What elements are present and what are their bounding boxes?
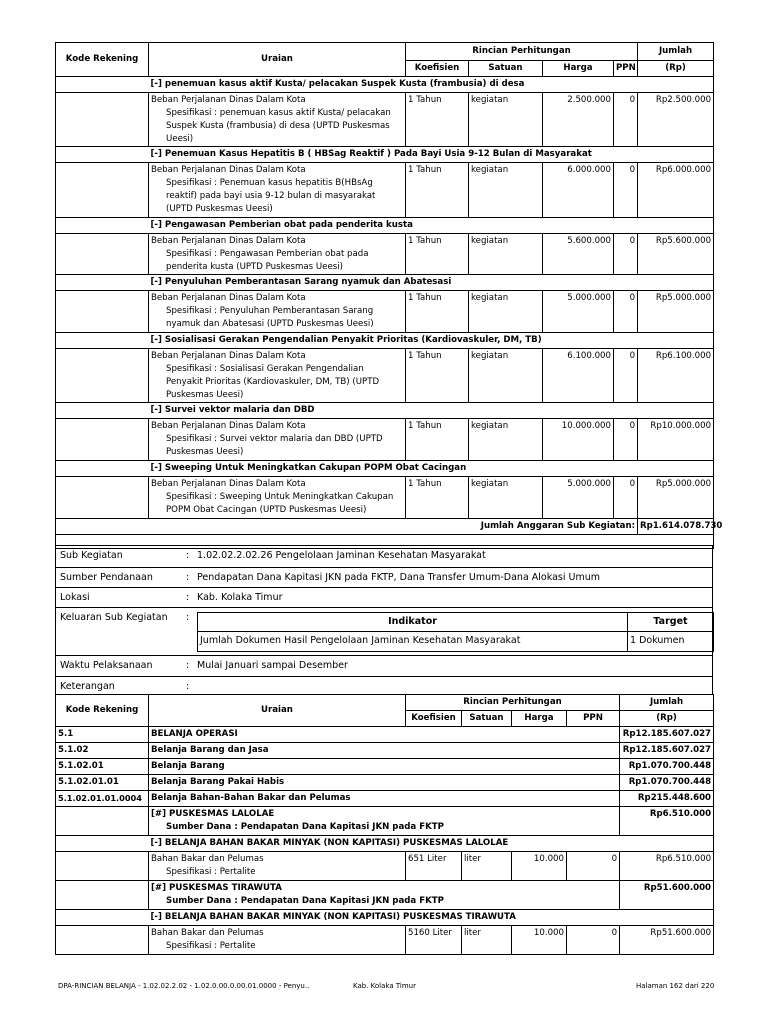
puskesmas-row (56, 880, 714, 909)
header-rincian: Rincian Perhitungan (406, 43, 638, 61)
group-title: [-] Sosialisasi Gerakan Pengendalian Penyakit Prioritas (Kardiovaskuler, DM, TB) (149, 333, 714, 349)
keterangan-row (55, 676, 713, 695)
item-koefisien: 1 Tahun (406, 233, 469, 275)
account-amount: Rp12.185.607.027 (620, 727, 714, 743)
item-jumlah: Rp51.600.000 (620, 925, 714, 954)
table-row (56, 92, 714, 147)
item-ppn: 0 (614, 163, 638, 218)
header-rp: (Rp) (620, 711, 714, 727)
item-name: Beban Perjalanan Dinas Dalam Kota (151, 293, 306, 304)
colon: : (186, 660, 190, 671)
item-name: Beban Perjalanan Dinas Dalam Kota (151, 165, 306, 176)
sumber-value: Pendapatan Dana Kapitasi JKN pada FKTP, Dana Transfer Umum-Dana Alokasi Umum (197, 572, 600, 583)
header-uraian: Uraian (149, 695, 406, 727)
account-amount: Rp1.070.700.448 (620, 775, 714, 791)
colon: : (186, 572, 190, 583)
item-jumlah: Rp6.000.000 (638, 163, 714, 218)
rincian-belanja-table-1 (55, 42, 723, 549)
group-row (56, 333, 714, 349)
header-ppn: PPN (567, 711, 620, 727)
item-jumlah: Rp5.600.000 (638, 233, 714, 275)
account-code: 5.1.02 (56, 743, 149, 759)
item-name: Bahan Bakar dan Pelumas (151, 853, 264, 864)
keluaran-label: Keluaran Sub Kegiatan (60, 612, 168, 623)
account-name: Belanja Barang (149, 759, 620, 775)
group-title: [-] Survei vektor malaria dan DBD (149, 403, 714, 419)
header-jumlah: Jumlah (620, 695, 714, 711)
sub-kegiatan-label: Sub Kegiatan (60, 550, 123, 561)
item-name: Beban Perjalanan Dinas Dalam Kota (151, 235, 306, 246)
waktu-row (55, 655, 713, 677)
header-rp: (Rp) (638, 61, 714, 77)
colon: : (186, 612, 190, 623)
group-title: [-] BELANJA BAHAN BAKAR MINYAK (NON KAPITASI) PUSKESMAS LALOLAE (149, 836, 714, 852)
item-spec: Spesifikasi : Penyuluhan Pemberantasan Sarang nyamuk dan Abatesasi (UPTD Puskesmas Ueesi) (166, 306, 374, 330)
lokasi-label: Lokasi (60, 592, 90, 603)
item-koefisien: 1 Tahun (406, 476, 469, 518)
account-row (56, 791, 714, 807)
item-koefisien: 5160 Liter (406, 925, 462, 954)
group-title: [-] Sweeping Untuk Meningkatkan Cakupan POPM Obat Cacingan (149, 461, 714, 477)
item-harga: 10.000 (512, 925, 567, 954)
item-spec: Spesifikasi : penemuan kasus aktif Kusta/ pelacakan Suspek Kusta (frambusia) di desa (UPTD Puskesmas Ueesi) (166, 107, 391, 144)
group-title: [-] Penemuan Kasus Hepatitis B ( HBSag Reaktif ) Pada Bayi Usia 9-12 Bulan di Masyarakat (149, 147, 714, 163)
account-name: Belanja Bahan-Bahan Bakar dan Pelumas (149, 791, 620, 807)
indikator-header: Indikator (198, 613, 628, 632)
item-ppn: 0 (614, 419, 638, 461)
header-koefisien: Koefisien (406, 61, 469, 77)
item-ppn: 0 (567, 925, 620, 954)
item-satuan: kegiatan (469, 163, 543, 218)
target-header: Target (628, 613, 714, 632)
puskesmas-amount: Rp51.600.000 (620, 880, 714, 909)
account-code: 5.1.02.01.01.0004 (56, 791, 149, 807)
colon: : (186, 592, 190, 603)
account-amount: Rp1.070.700.448 (620, 759, 714, 775)
header-kode-rekening: Kode Rekening (56, 43, 149, 77)
table-row (56, 476, 714, 518)
item-koefisien: 1 Tahun (406, 163, 469, 218)
group-row (56, 217, 714, 233)
item-koefisien: 1 Tahun (406, 92, 469, 147)
colon: : (186, 681, 190, 692)
item-name: Bahan Bakar dan Pelumas (151, 927, 264, 938)
rincian-belanja-table-2 (55, 694, 714, 955)
item-koefisien: 1 Tahun (406, 291, 469, 333)
puskesmas-amount: Rp6.510.000 (620, 807, 714, 836)
sub-kegiatan-value: 1.02.02.2.02.26 Pengelolaan Jaminan Kesehatan Masyarakat (197, 550, 486, 561)
item-spec: Spesifikasi : Pengawasan Pemberian obat pada penderita kusta (UPTD Puskesmas Ueesi) (166, 248, 369, 272)
table-row (56, 419, 714, 461)
table-row (56, 348, 714, 403)
header-uraian: Uraian (149, 43, 406, 77)
group-title: [-] Pengawasan Pemberian obat pada penderita kusta (149, 217, 714, 233)
item-satuan: kegiatan (469, 476, 543, 518)
account-amount: Rp215.448.600 (620, 791, 714, 807)
header-jumlah: Jumlah (638, 43, 714, 61)
item-spec: Spesifikasi : Pertalite (166, 866, 256, 877)
item-name: Beban Perjalanan Dinas Dalam Kota (151, 421, 306, 432)
item-name: Beban Perjalanan Dinas Dalam Kota (151, 94, 306, 105)
item-harga: 2.500.000 (543, 92, 614, 147)
item-spec: Spesifikasi : Sosialisasi Gerakan Pengendalian Penyakit Prioritas (Kardiovaskuler, DM, TB) (UPTD Puskesmas Ueesi) (166, 363, 380, 400)
account-code: 5.1 (56, 727, 149, 743)
item-jumlah: Rp6.510.000 (620, 851, 714, 880)
item-spec: Spesifikasi : Pertalite (166, 940, 256, 951)
account-code: 5.1.02.01.01 (56, 775, 149, 791)
puskesmas-title: [#] PUSKESMAS LALOLAE (151, 809, 275, 819)
header-satuan: Satuan (469, 61, 543, 77)
puskesmas-title: [#] PUSKESMAS TIRAWUTA (151, 882, 282, 893)
item-harga: 10.000.000 (543, 419, 614, 461)
account-name: Belanja Barang Pakai Habis (149, 775, 620, 791)
item-spec: Spesifikasi : Survei vektor malaria dan DBD (UPTD Puskesmas Ueesi) (166, 434, 383, 458)
group-row (56, 461, 714, 477)
target-value: 1 Dokumen (628, 632, 714, 651)
item-koefisien: 651 Liter (406, 851, 462, 880)
item-satuan: kegiatan (469, 92, 543, 147)
group-title: [-] Penyuluhan Pemberantasan Sarang nyamuk dan Abatesasi (149, 275, 714, 291)
item-harga: 5.000.000 (543, 291, 614, 333)
header-rincian: Rincian Perhitungan (406, 695, 620, 711)
item-harga: 6.100.000 (543, 348, 614, 403)
lokasi-row (55, 587, 713, 608)
item-spec: Spesifikasi : Penemuan kasus hepatitis B(HBsAg reaktif) pada bayi usia 9-12 bulan di masyarakat (UPTD Puskesmas Ueesi) (166, 178, 376, 215)
group-row (56, 909, 714, 925)
total-value: Rp1.614.078.730 (638, 518, 714, 534)
group-row (56, 77, 714, 93)
lokasi-value: Kab. Kolaka Timur (197, 592, 283, 603)
item-harga: 6.000.000 (543, 163, 614, 218)
item-harga: 5.000.000 (543, 476, 614, 518)
group-title: [-] penemuan kasus aktif Kusta/ pelacakan Suspek Kusta (frambusia) di desa (149, 77, 714, 93)
item-ppn: 0 (614, 291, 638, 333)
item-name: Beban Perjalanan Dinas Dalam Kota (151, 350, 306, 361)
item-satuan: kegiatan (469, 291, 543, 333)
sub-kegiatan-row (55, 545, 713, 568)
item-jumlah: Rp5.000.000 (638, 476, 714, 518)
header-harga: Harga (512, 711, 567, 727)
puskesmas-sumber: Sumber Dana : Pendapatan Dana Kapitasi JKN pada FKTP (166, 821, 444, 832)
total-label: Jumlah Anggaran Sub Kegiatan: (56, 518, 638, 534)
account-amount: Rp12.185.607.027 (620, 743, 714, 759)
table-row (56, 163, 714, 218)
account-row (56, 775, 714, 791)
item-koefisien: 1 Tahun (406, 419, 469, 461)
account-code: 5.1.02.01 (56, 759, 149, 775)
item-ppn: 0 (614, 348, 638, 403)
item-harga: 10.000 (512, 851, 567, 880)
item-jumlah: Rp5.000.000 (638, 291, 714, 333)
group-row (56, 403, 714, 419)
puskesmas-title-cell (149, 880, 620, 909)
account-row (56, 727, 714, 743)
item-ppn: 0 (567, 851, 620, 880)
table-row (56, 291, 714, 333)
item-jumlah: Rp10.000.000 (638, 419, 714, 461)
colon: : (186, 550, 190, 561)
item-koefisien: 1 Tahun (406, 348, 469, 403)
header-ppn: PPN (614, 61, 638, 77)
puskesmas-title-cell (149, 807, 620, 836)
account-row (56, 759, 714, 775)
item-satuan: liter (462, 925, 512, 954)
item-satuan: kegiatan (469, 348, 543, 403)
footer-page: Halaman 162 dari 220 (636, 982, 715, 990)
indikator-table (197, 612, 714, 652)
group-row (56, 147, 714, 163)
header-satuan: Satuan (462, 711, 512, 727)
account-name: Belanja Barang dan Jasa (149, 743, 620, 759)
sumber-label: Sumber Pendanaan (60, 572, 153, 583)
indikator-value: Jumlah Dokumen Hasil Pengelolaan Jaminan Kesehatan Masyarakat (198, 632, 628, 651)
group-row (56, 275, 714, 291)
header-kode-rekening: Kode Rekening (56, 695, 149, 727)
waktu-label: Waktu Pelaksanaan (60, 660, 153, 671)
header-koefisien: Koefisien (406, 711, 462, 727)
item-jumlah: Rp2.500.000 (638, 92, 714, 147)
total-row (56, 518, 714, 534)
table-row (56, 925, 714, 954)
account-row (56, 743, 714, 759)
item-satuan: liter (462, 851, 512, 880)
group-title: [-] BELANJA BAHAN BAKAR MINYAK (NON KAPITASI) PUSKESMAS TIRAWUTA (149, 909, 714, 925)
item-spec: Spesifikasi : Sweeping Untuk Meningkatkan Cakupan POPM Obat Cacingan (UPTD Puskesmas Ueesi) (166, 491, 394, 515)
item-ppn: 0 (614, 233, 638, 275)
header-harga: Harga (543, 61, 614, 77)
keterangan-label: Keterangan (60, 681, 115, 692)
puskesmas-row (56, 807, 714, 836)
account-name: BELANJA OPERASI (149, 727, 620, 743)
item-name: Beban Perjalanan Dinas Dalam Kota (151, 478, 306, 489)
waktu-value: Mulai Januari sampai Desember (197, 660, 348, 671)
table-row (56, 233, 714, 275)
footer-region: Kab. Kolaka Timur (353, 982, 416, 990)
item-ppn: 0 (614, 92, 638, 147)
table-row (56, 851, 714, 880)
puskesmas-sumber: Sumber Dana : Pendapatan Dana Kapitasi JKN pada FKTP (166, 895, 444, 906)
item-harga: 5.600.000 (543, 233, 614, 275)
group-row (56, 836, 714, 852)
item-satuan: kegiatan (469, 419, 543, 461)
footer-doc: DPA-RINCIAN BELANJA - 1.02.02.2.02 - 1.02.0.00.0.00.01.0000 - Penyu.. (58, 982, 310, 990)
sumber-pendanaan-row (55, 567, 713, 588)
item-ppn: 0 (614, 476, 638, 518)
item-jumlah: Rp6.100.000 (638, 348, 714, 403)
item-satuan: kegiatan (469, 233, 543, 275)
